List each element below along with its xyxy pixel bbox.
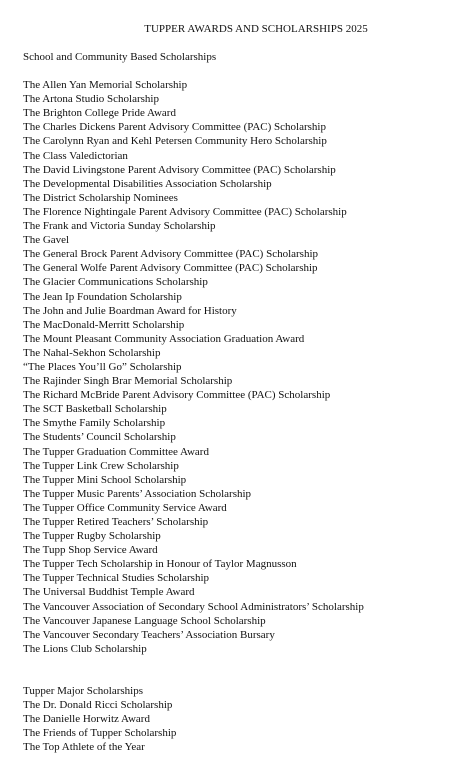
list-item: The Lions Club Scholarship xyxy=(23,642,147,655)
document-title: TUPPER AWARDS AND SCHOLARSHIPS 2025 xyxy=(144,23,368,35)
scholarship-list xyxy=(23,78,453,656)
list-item: The Charles Dickens Parent Advisory Committee (PAC) Scholarship xyxy=(23,121,326,134)
list-item: The Friends of Tupper Scholarship xyxy=(23,727,177,740)
list-item: The Tupper Link Crew Scholarship xyxy=(23,459,179,472)
list-item: The David Livingstone Parent Advisory Committee (PAC) Scholarship xyxy=(23,163,336,176)
section-major-scholarships xyxy=(23,684,453,754)
list-item: The Universal Buddhist Temple Award xyxy=(23,586,195,599)
list-item: The Tupp Shop Service Award xyxy=(23,544,158,557)
list-item: The General Brock Parent Advisory Committee (PAC) Scholarship xyxy=(23,248,319,261)
list-item: The Tupper Tech Scholarship in Honour of Taylor Magnusson xyxy=(23,558,297,571)
list-item: The Tupper Graduation Committee Award xyxy=(23,445,209,458)
list-item: The Rajinder Singh Brar Memorial Scholarship xyxy=(23,375,233,388)
list-item: The General Wolfe Parent Advisory Committee (PAC) Scholarship xyxy=(23,262,318,275)
list-item: The Carolynn Ryan and Kehl Petersen Community Hero Scholarship xyxy=(23,135,327,148)
list-item: The Class Valedictorian xyxy=(23,149,128,162)
list-item: The Jean Ip Foundation Scholarship xyxy=(23,290,182,303)
list-item: The John and Julie Boardman Award for History xyxy=(23,304,237,317)
list-item: The Richard McBride Parent Advisory Committee (PAC) Scholarship xyxy=(23,389,331,402)
list-item: The Glacier Communications Scholarship xyxy=(23,276,208,289)
scholarship-list xyxy=(23,698,453,754)
section-heading: Tupper Major Scholarships xyxy=(23,685,143,697)
list-item: The Vancouver Association of Secondary School Administrators’ Scholarship xyxy=(23,600,364,613)
list-item: The Top Athlete of the Year xyxy=(23,741,145,754)
section-heading: School and Community Based Scholarships xyxy=(23,51,217,63)
list-item: The Tupper Rugby Scholarship xyxy=(23,530,161,543)
list-item: The Frank and Victoria Sunday Scholarship xyxy=(23,220,216,233)
list-item: The Developmental Disabilities Association Scholarship xyxy=(23,177,272,190)
list-item: The SCT Basketball Scholarship xyxy=(23,403,167,416)
list-item: The Tupper Music Parents’ Association Scholarship xyxy=(23,487,252,500)
list-item: The District Scholarship Nominees xyxy=(23,191,178,204)
list-item: “The Places You’ll Go” Scholarship xyxy=(23,360,182,373)
list-item: The Smythe Family Scholarship xyxy=(23,417,166,430)
list-item: The Tupper Retired Teachers’ Scholarship xyxy=(23,516,209,528)
list-item: The Tupper Mini School Scholarship xyxy=(23,473,187,486)
list-item: The Nahal-Sekhon Scholarship xyxy=(23,346,161,359)
list-item: The Tupper Office Community Service Award xyxy=(23,501,227,514)
list-item: The Mount Pleasant Community Association Graduation Award xyxy=(23,332,305,345)
list-item: The Dr. Donald Ricci Scholarship xyxy=(23,699,173,712)
list-item: The Vancouver Secondary Teachers’ Association Bursary xyxy=(23,628,275,641)
list-item: The Vancouver Japanese Language School Scholarship xyxy=(23,614,266,627)
list-item: The Brighton College Pride Award xyxy=(23,107,176,120)
list-item: The Allen Yan Memorial Scholarship xyxy=(23,79,188,92)
list-item: The Danielle Horwitz Award xyxy=(23,713,150,726)
list-item: The Students’ Council Scholarship xyxy=(23,431,176,444)
list-item: The Florence Nightingale Parent Advisory Committee (PAC) Scholarship xyxy=(23,205,347,218)
list-item: The Artona Studio Scholarship xyxy=(23,93,159,106)
list-item: The Gavel xyxy=(23,234,70,247)
list-item: The Tupper Technical Studies Scholarship xyxy=(23,572,210,585)
list-item: The MacDonald-Merritt Scholarship xyxy=(23,318,185,331)
section-community-scholarships xyxy=(23,50,453,656)
